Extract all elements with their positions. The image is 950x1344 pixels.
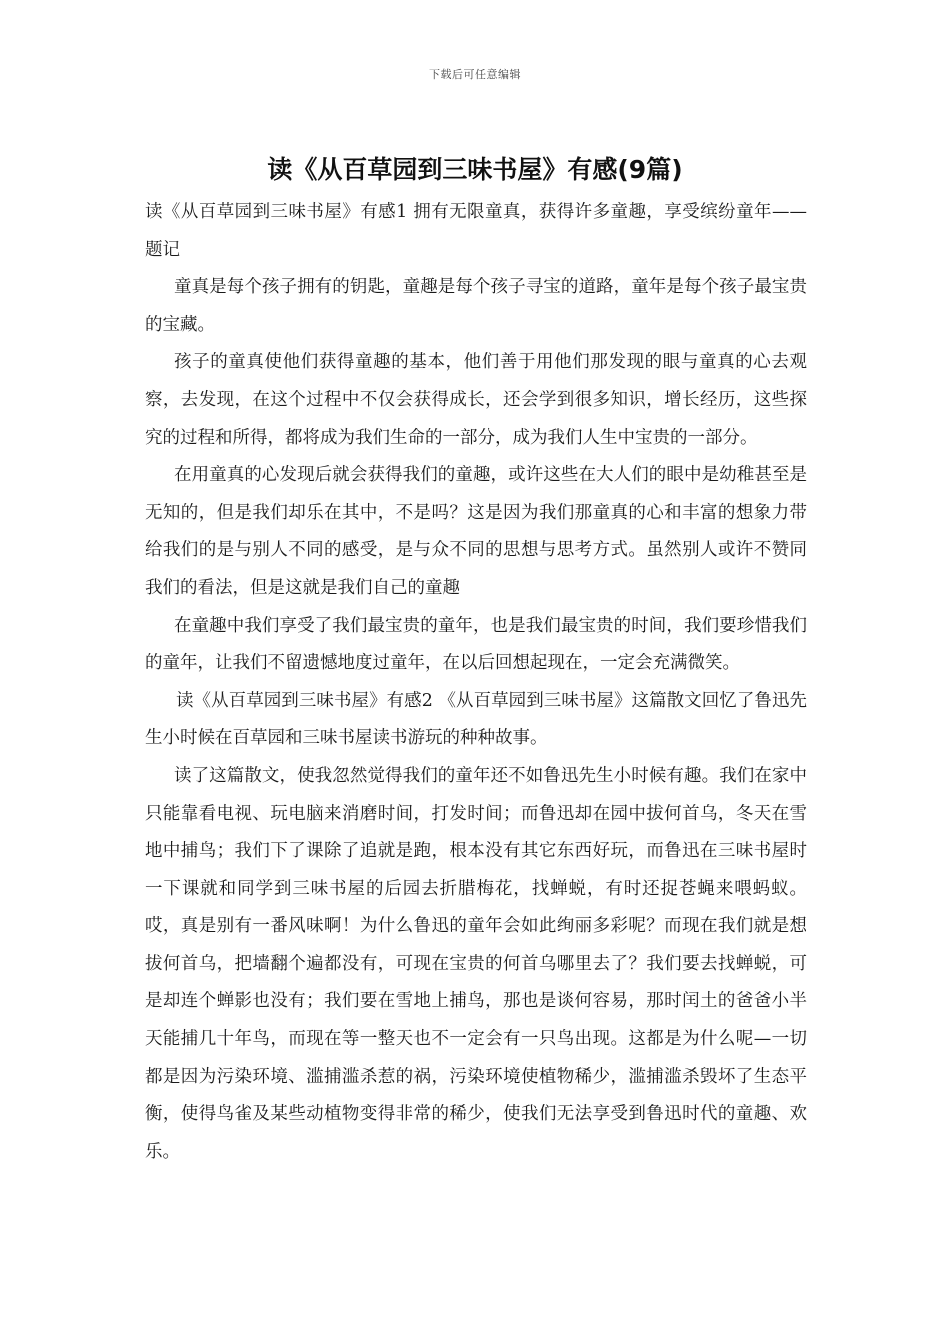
paragraph: 在用童真的心发现后就会获得我们的童趣，或许这些在大人们的眼中是幼稚甚至是无知的，但是我们却乐在其中，不是吗？这是因为我们那童真的心和丰富的想象力带给我们的是与别人不同的感受，是与众不同的思想与思考方式。虽然别人或许不赞同我们的看法，但是这就是我们自己的童趣: [145, 465, 807, 598]
paragraph: 童真是每个孩子拥有的钥匙，童趣是每个孩子寻宝的道路，童年是每个孩子最宝贵的宝藏。: [145, 277, 807, 335]
paragraph-essay-1-intro: 读《从百草园到三味书屋》有感1 拥有无限童真，获得许多童趣，享受缤纷童年——题记: [145, 202, 807, 260]
header-note: 下载后可任意编辑: [429, 68, 521, 81]
paragraph: 读了这篇散文，使我忽然觉得我们的童年还不如鲁迅先生小时候有趣。我们在家中只能靠看电视、玩电脑来消磨时间，打发时间；而鲁迅却在园中拔何首乌，冬天在雪地中捕鸟；我们下了课除了追就是跑，根本没有其它东西好玩，而鲁迅在三味书屋时一下课就和同学到三味书屋的后园去折腊梅花，找蝉蜕，有时还捉苍蝇来喂蚂蚁。哎，真是别有一番风味啊！为什么鲁迅的童年会如此绚丽多彩呢？而现在我们就是想拔何首乌，把墙翻个遍都没有，可现在宝贵的何首乌哪里去了？我们要去找蝉蜕，可是却连个蝉影也没有；我们要在雪地上捕鸟，那也是谈何容易，那时闰土的爸爸小半天能捕几十年鸟，而现在等一整天也不一定会有一只鸟出现。这都是为什么呢—一切都是因为污染环境、滥捕滥杀惹的祸，污染环境使植物稀少，滥捕滥杀毁坏了生态平衡，使得鸟雀及某些动植物变得非常的稀少，使我们无法享受到鲁迅时代的童趣、欢乐。: [145, 765, 807, 1162]
paragraph-essay-2-intro: 读《从百草园到三味书屋》有感2 《从百草园到三味书屋》这篇散文回忆了鲁迅先生小时候在百草园和三味书屋读书游玩的种种故事。: [145, 690, 807, 749]
paragraph: 在童趣中我们享受了我们最宝贵的童年，也是我们最宝贵的时间，我们要珍惜我们的童年，让我们不留遗憾地度过童年，在以后回想起现在，一定会充满微笑。: [145, 615, 807, 674]
document-body: [145, 194, 807, 1171]
paragraph: 孩子的童真使他们获得童趣的基本，他们善于用他们那发现的眼与童真的心去观察，去发现，在这个过程中不仅会获得成长，还会学到很多知识，增长经历，这些探究的过程和所得，都将成为我们生命的一部分，成为我们人生中宝贵的一部分。: [145, 352, 807, 448]
document-title: 读《从百草园到三味书屋》有感(9篇): [267, 155, 683, 184]
